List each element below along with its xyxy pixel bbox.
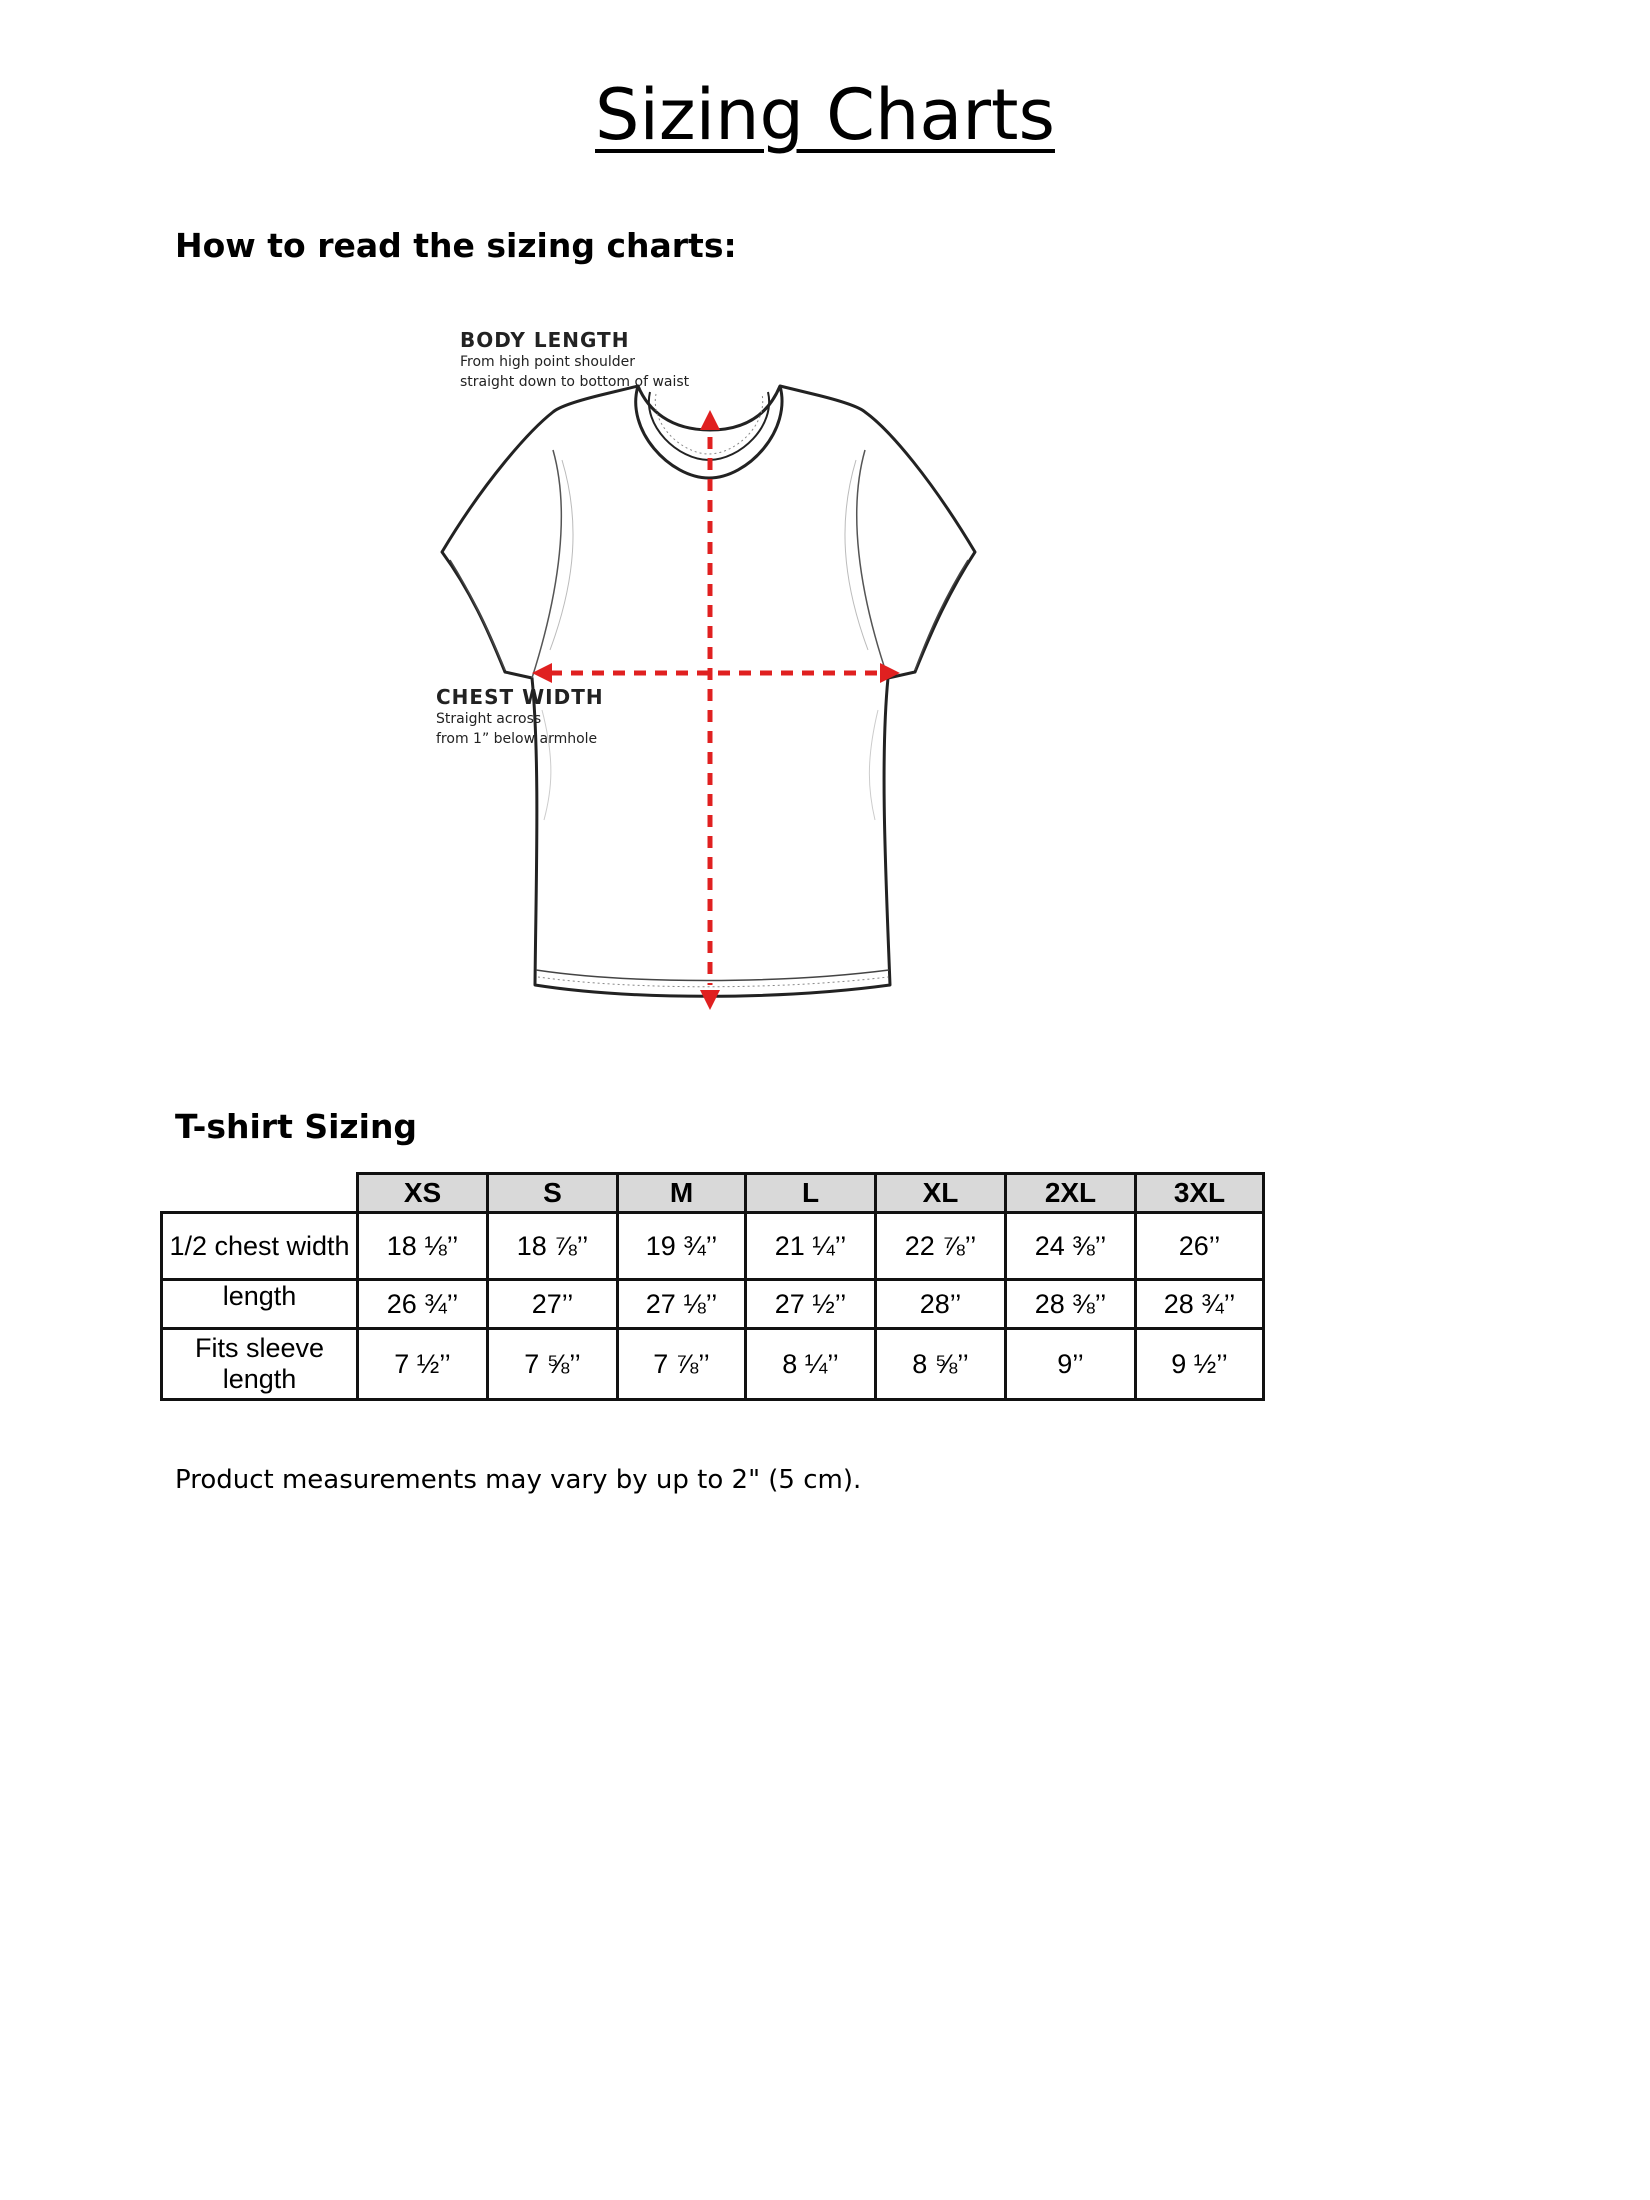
table-cell: 9’’: [1006, 1329, 1136, 1400]
tshirt-outline-icon: [420, 320, 1180, 1040]
table-row: [162, 1213, 1264, 1280]
table-cell: 8 ⅝’’: [876, 1329, 1006, 1400]
body-length-title: BODY LENGTH: [460, 328, 630, 352]
row-label-chest: 1/2 chest width: [162, 1213, 358, 1280]
table-cell: 19 ¾’’: [618, 1213, 746, 1280]
how-to-read-heading: How to read the sizing charts:: [175, 226, 737, 265]
tshirt-diagram: [420, 320, 1180, 1040]
table-row: [162, 1329, 1264, 1400]
chest-width-desc-1: Straight across: [436, 711, 542, 727]
size-header-s: S: [488, 1174, 618, 1213]
body-length-desc-1: From high point shoulder: [460, 354, 636, 370]
measurement-note: Product measurements may vary by up to 2" (5 cm).: [175, 1465, 862, 1495]
size-header-l: L: [746, 1174, 876, 1213]
size-header-row: [162, 1174, 1264, 1213]
chest-width-title: CHEST WIDTH: [436, 685, 604, 709]
table-cell: 7 ½’’: [358, 1329, 488, 1400]
size-header-xs: XS: [358, 1174, 488, 1213]
body-length-arrow-head-bottom: [700, 990, 720, 1010]
body-length-desc-2: straight down to bottom of waist: [460, 374, 690, 390]
size-header-3xl: 3XL: [1136, 1174, 1264, 1213]
table-cell: 18 ⅛’’: [358, 1213, 488, 1280]
table-cell: 18 ⅞’’: [488, 1213, 618, 1280]
size-header-xl: XL: [876, 1174, 1006, 1213]
table-cell: 21 ¼’’: [746, 1213, 876, 1280]
table-row: [162, 1280, 1264, 1329]
row-label-sleeve: Fits sleeve length: [162, 1329, 358, 1400]
chest-width-desc-2: from 1” below armhole: [436, 731, 598, 747]
table-cell: 24 ⅜’’: [1006, 1213, 1136, 1280]
table-cell: 9 ½’’: [1136, 1329, 1264, 1400]
table-cell: 22 ⅞’’: [876, 1213, 1006, 1280]
body-length-arrow-head-top: [700, 410, 720, 430]
table-cell: 28 ¾’’: [1136, 1280, 1264, 1329]
tshirt-sizing-heading: T-shirt Sizing: [175, 1107, 418, 1146]
table-cell: 28 ⅜’’: [1006, 1280, 1136, 1329]
table-cell: 7 ⅞’’: [618, 1329, 746, 1400]
table-cell: 27 ⅛’’: [618, 1280, 746, 1329]
table-cell: 28’’: [876, 1280, 1006, 1329]
table-cell: 26’’: [1136, 1213, 1264, 1280]
table-cell: 27’’: [488, 1280, 618, 1329]
size-header-m: M: [618, 1174, 746, 1213]
table-corner: [162, 1174, 358, 1213]
chest-width-label: [436, 685, 604, 749]
body-length-label: [460, 328, 689, 392]
size-table: [160, 1172, 1265, 1401]
table-cell: 26 ¾’’: [358, 1280, 488, 1329]
table-cell: 8 ¼’’: [746, 1329, 876, 1400]
table-cell: 27 ½’’: [746, 1280, 876, 1329]
row-label-length: length: [162, 1280, 358, 1329]
size-header-2xl: 2XL: [1006, 1174, 1136, 1213]
table-cell: 7 ⅝’’: [488, 1329, 618, 1400]
page-title: Sizing Charts: [595, 74, 1055, 156]
